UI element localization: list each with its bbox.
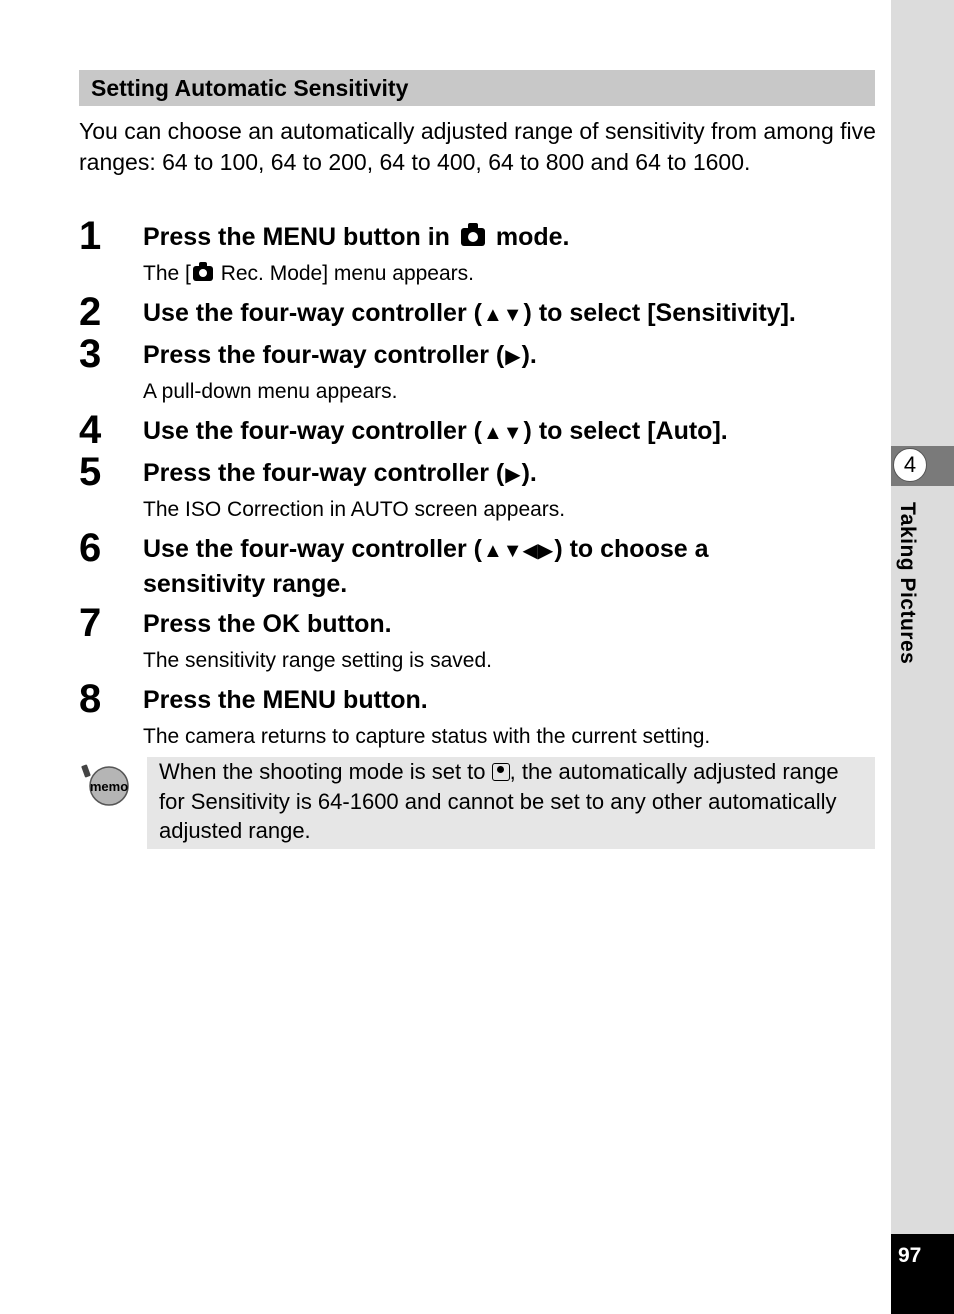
step-note: A pull-down menu appears.	[143, 380, 398, 403]
page-number: 97	[898, 1244, 922, 1267]
step-number: 4	[79, 408, 102, 452]
chapter-title: Taking Pictures	[896, 502, 919, 665]
step-number: 3	[79, 332, 102, 376]
svg-text:memo: memo	[89, 779, 129, 794]
section-title: Setting Automatic Sensitivity	[79, 70, 875, 106]
step-number: 5	[79, 450, 102, 494]
step-number: 1	[79, 214, 102, 258]
memo-text: When the shooting mode is set to , the automatically adjusted range for Sensitivity is 64-1600 and cannot be set to any other automatically adjusted range.	[159, 759, 839, 843]
step-text: Press the MENU button.	[143, 686, 428, 714]
arrow-right-icon: ▶	[505, 464, 521, 486]
arrow-up-down-icon: ▲▼	[482, 422, 523, 444]
memo-box	[147, 757, 875, 849]
step-text: Use the four-way controller (▲▼) to select [Auto].	[143, 415, 883, 450]
camera-icon	[461, 228, 485, 246]
step-text: Use the four-way controller (▲▼) to select [Sensitivity].	[143, 297, 883, 332]
step-note: The [ Rec. Mode] menu appears.	[143, 262, 474, 285]
step-number: 8	[79, 677, 102, 721]
camera-icon	[193, 266, 213, 281]
step-number: 2	[79, 290, 102, 334]
step-note: The camera returns to capture status with the current setting.	[143, 725, 711, 748]
step-text: Press the four-way controller (▶).	[143, 457, 883, 492]
arrow-right-icon: ▶	[505, 346, 521, 368]
step-text: Use the four-way controller (▲▼◀▶) to choose a sensitivity range.	[143, 535, 709, 598]
chapter-number: 4	[893, 448, 927, 482]
arrow-up-down-icon: ▲▼	[482, 304, 523, 326]
memo-icon	[80, 762, 130, 806]
intro-paragraph: You can choose an automatically adjusted range of sensitivity from among five ranges: 64 to 100, 64 to 200, 64 to 400, 64 to 800 and 64 to 1600.	[79, 118, 876, 175]
step-number: 7	[79, 601, 102, 645]
step-text: Press the MENU button in mode.	[143, 223, 570, 251]
step-number: 6	[79, 526, 102, 570]
step-note: The sensitivity range setting is saved.	[143, 649, 493, 672]
scene-mode-icon	[492, 763, 510, 781]
step-note: The ISO Correction in AUTO screen appears.	[143, 498, 566, 521]
step-text: Press the OK button.	[143, 610, 392, 638]
arrow-four-way-icon: ▲▼◀▶	[482, 540, 554, 562]
step-text: Press the four-way controller (▶).	[143, 339, 883, 374]
